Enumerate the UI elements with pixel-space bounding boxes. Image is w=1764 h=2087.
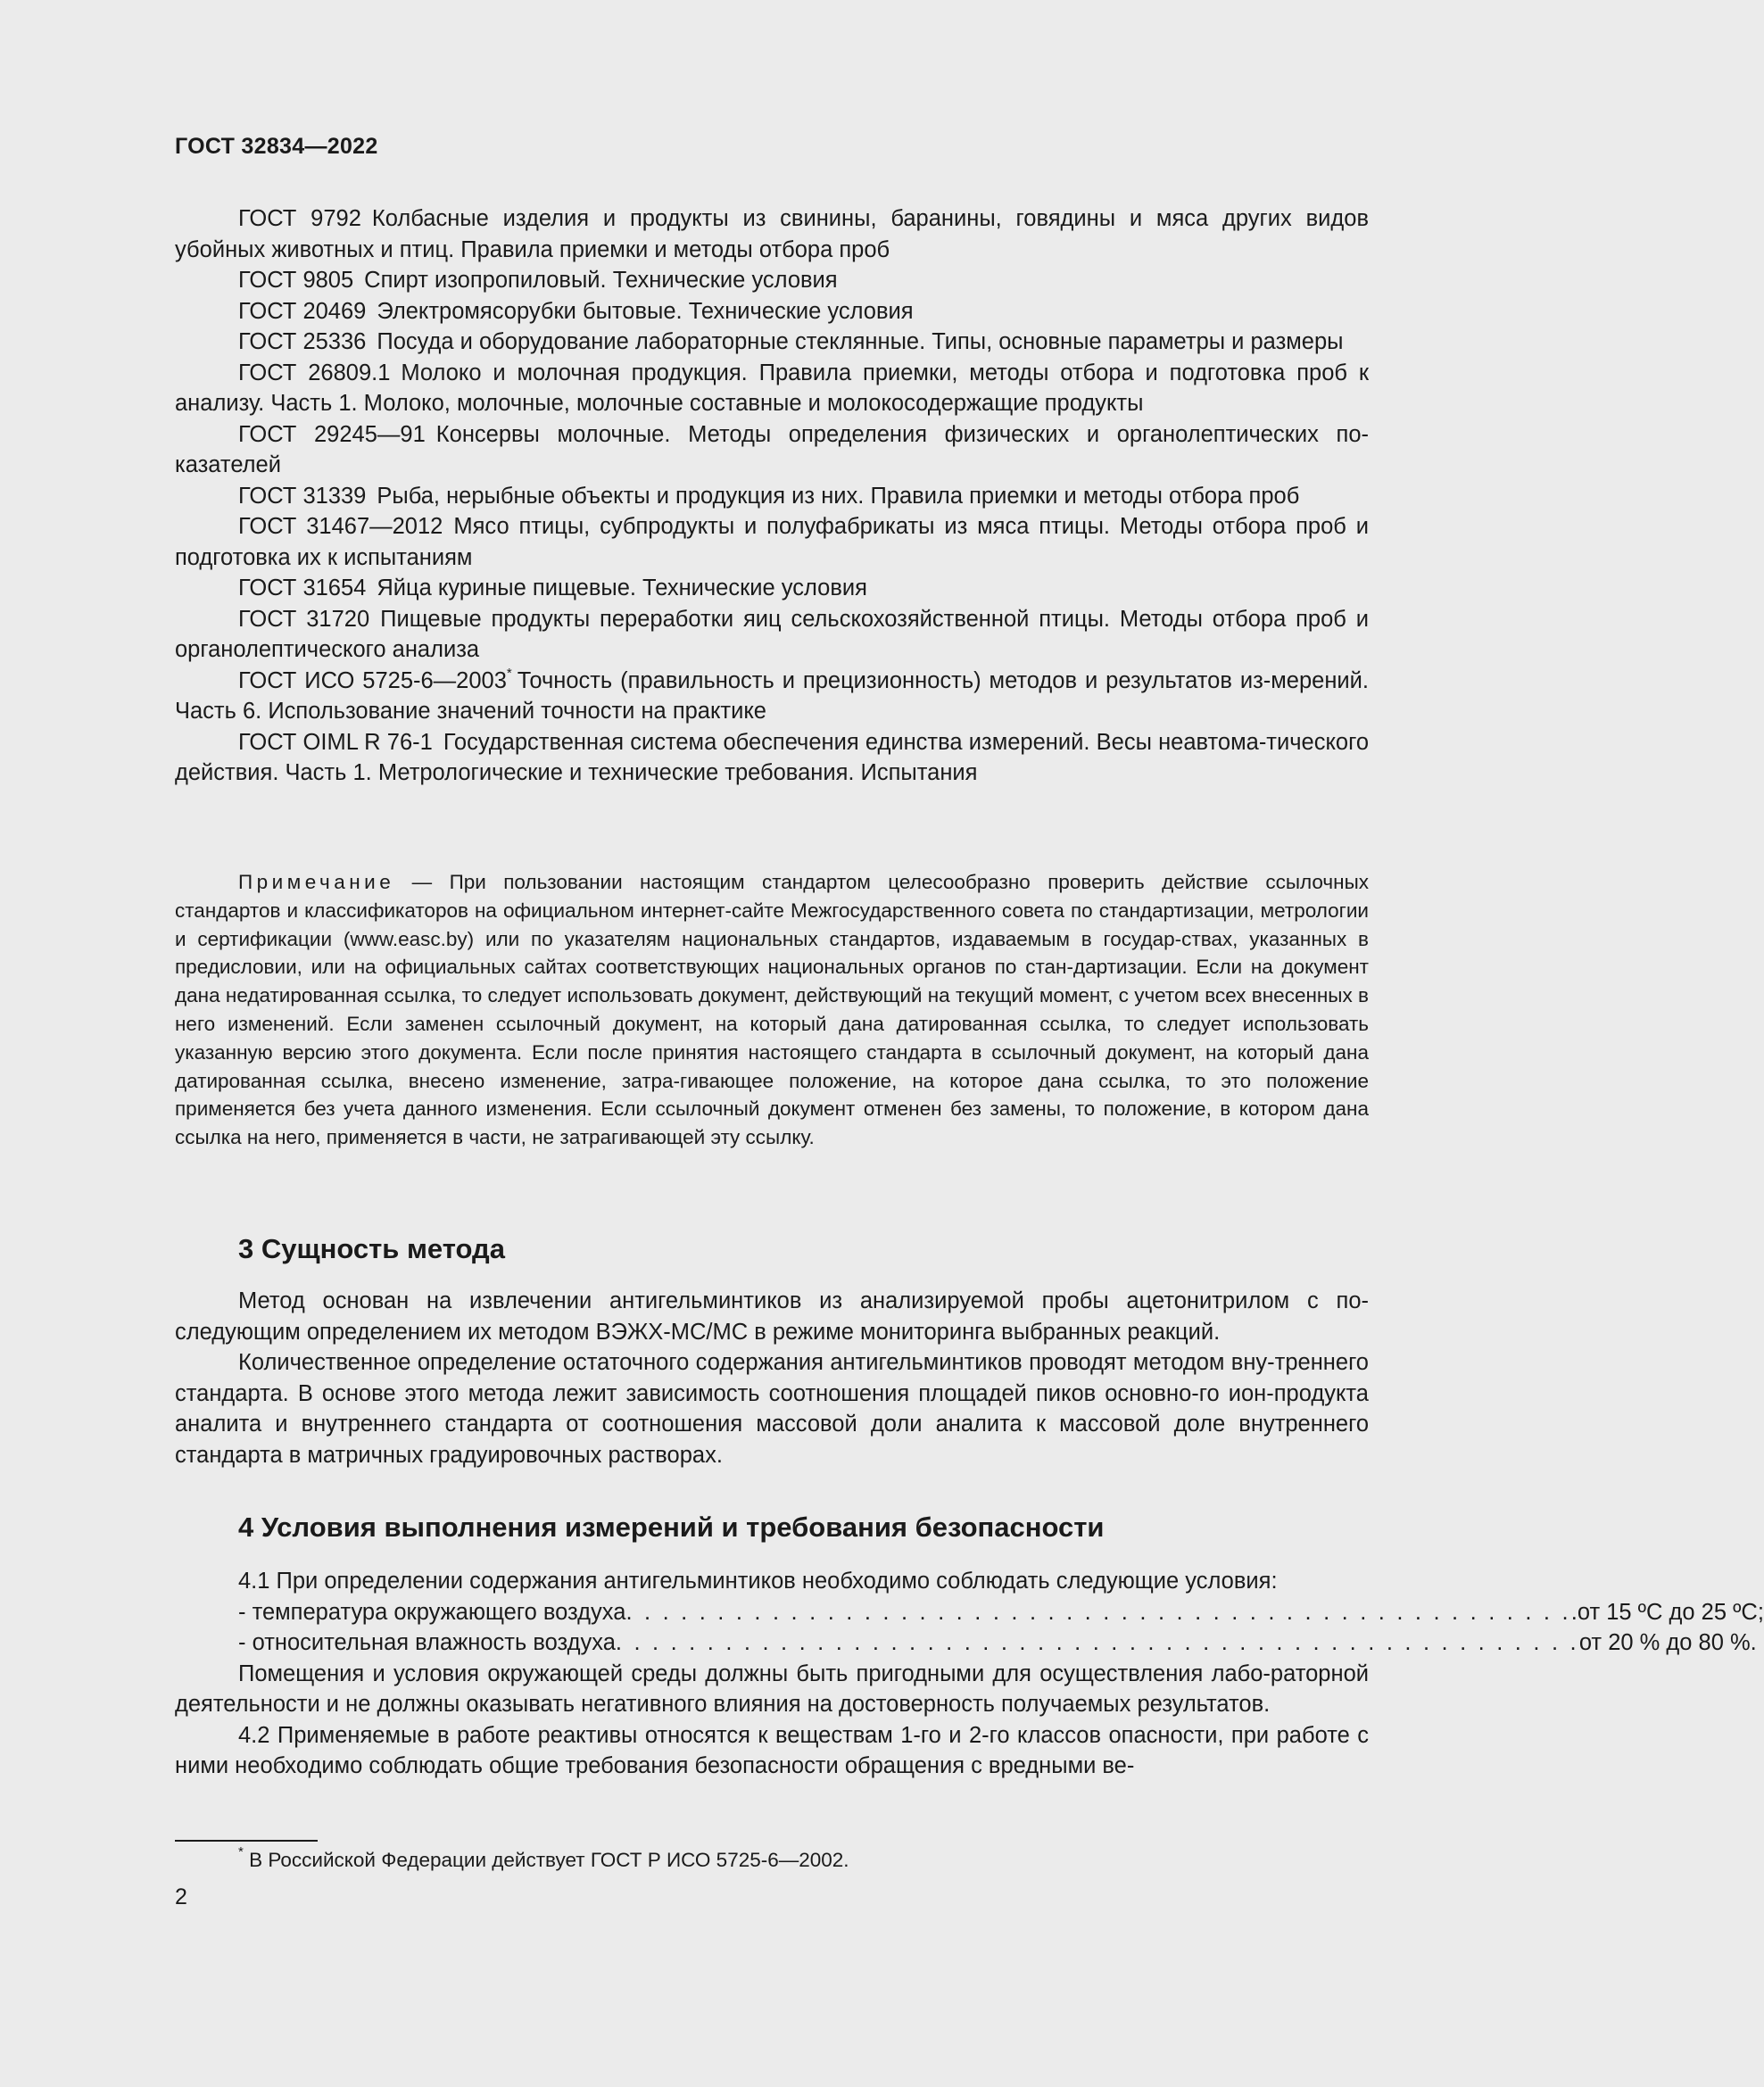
reference-title: Молоко и молочная продукция. Правила приемки, методы отбора и подготовка проб к анализу. Часть 1. Молоко, молочные, молочные составные и молокосодержащие продукты: [175, 360, 1369, 416]
reference-title: Колбасные изделия и продукты из свинины, баранины, говядины и мяса других видов убойных животных и птиц. Правила приемки и методы отбора проб: [175, 206, 1370, 262]
reference-item: [175, 203, 1369, 265]
condition-temperature: [175, 1597, 1764, 1628]
reference-code: ГОСТ 31467—2012: [238, 514, 443, 539]
note-paragraph: [175, 868, 1369, 1152]
footnote: [238, 1844, 849, 1874]
leader-dots: . . . . . . . . . . . . . . . . . . . . . . . . . . . . . . . . . . . . . . . . . . . . . . . . . . . . .: [615, 1630, 1579, 1655]
footnote-text: В Российской Федерации действует ГОСТ Р ИСО 5725-6—2002.: [249, 1849, 849, 1871]
note-label: Примечание: [238, 871, 395, 893]
section-3-body: [175, 1286, 1369, 1470]
reference-title: Спирт изопропиловый. Технические условия: [364, 268, 838, 293]
reference-item: [175, 481, 1369, 512]
reference-title: Государственная система обеспечения единства измерений. Весы неавтома-тического действия. Часть 1. Метрологические и технические требования. Испытания: [175, 729, 1369, 785]
section-4-body: [175, 1566, 1764, 1782]
section-4-title: 4 Условия выполнения измерений и требования безопасности: [238, 1511, 1105, 1543]
reference-title: Рыба, нерыбные объекты и продукция из них. Правила приемки и методы отбора проб: [377, 483, 1300, 509]
condition-label: - температура окружающего воздуха: [238, 1599, 626, 1625]
reference-code: ГОСТ 9792: [238, 206, 361, 231]
footnote-divider: [175, 1840, 318, 1842]
leader-dots: . . . . . . . . . . . . . . . . . . . . . . . . . . . . . . . . . . . . . . . . . . . . . . . . . . . .: [625, 1599, 1571, 1625]
reference-item: [175, 265, 1369, 296]
reference-code: ГОСТ 31720: [238, 606, 370, 632]
reference-title: Электромясорубки бытовые. Технические условия: [377, 298, 914, 324]
reference-code: ГОСТ OIML R 76-1: [238, 729, 433, 755]
reference-item: [175, 358, 1369, 419]
reference-item: [175, 327, 1369, 358]
reference-code: ГОСТ 29245—91: [238, 421, 426, 447]
reference-title: Пищевые продукты переработки яиц сельскохозяйственной птицы. Методы отбора проб и органолептического анализа: [175, 606, 1369, 662]
footnote-marker: *: [506, 665, 512, 681]
section-3-title: 3 Сущность метода: [238, 1233, 505, 1264]
reference-item: [175, 604, 1369, 666]
reference-code: ГОСТ 31339: [238, 483, 367, 509]
page-number: 2: [175, 1884, 187, 1909]
condition-value: от 20 % до 80 %.: [1578, 1630, 1757, 1655]
reference-item: [175, 666, 1369, 727]
reference-title: Точность (правильность и прецизионность) методов и результатов из-мерений. Часть 6. Использование значений точности на практике: [175, 667, 1369, 724]
reference-code: ГОСТ 26809.1: [238, 360, 391, 385]
footnote-marker: *: [238, 1844, 244, 1859]
condition-value: .от 15 ºС до 25 ºС;: [1570, 1599, 1764, 1625]
clause-4-1: 4.1 При определении содержания антигельминтиков необходимо соблюдать следующие условия:: [238, 1569, 1278, 1594]
reference-code: ГОСТ 25336: [238, 329, 367, 354]
clause-4-2: 4.2 Применяемые в работе реактивы относятся к веществам 1-го и 2-го классов опасности, при работе с ними необходимо соблюдать общие требования безопасности обращения с вредными ве-: [175, 1722, 1369, 1778]
document-header: ГОСТ 32834—2022: [175, 134, 378, 159]
reference-code: ГОСТ 31654: [238, 576, 367, 600]
condition-humidity: [175, 1627, 1757, 1659]
reference-item: [175, 419, 1369, 481]
reference-title: Посуда и оборудование лабораторные стеклянные. Типы, основные параметры и размеры: [377, 329, 1344, 354]
reference-item: [175, 573, 1369, 604]
reference-title: Мясо птицы, субпродукты и полуфабрикаты из мяса птицы. Методы отбора проб и подготовка их к испытаниям: [175, 514, 1369, 570]
reference-title: Яйца куриные пищевые. Технические условия: [377, 576, 867, 600]
reference-item: [175, 727, 1369, 789]
normative-references: [175, 203, 1369, 789]
reference-code: ГОСТ ИСО 5725-6—2003: [238, 667, 507, 693]
reference-item: [175, 296, 1369, 327]
section-3-paragraph: Количественное определение остаточного содержания антигельминтиков проводят методом вну-треннего стандарта. В основе этого метода лежит зависимость соотношения площадей пиков основно-го ион-продукта аналита и внутреннего стандарта от соотношения массовой доли аналита к массовой доле внутреннего стандарта в матричных градуировочных растворах.: [175, 1350, 1369, 1468]
section-3-paragraph: Метод основан на извлечении антигельминтиков из анализируемой пробы ацетонитрилом с по-следующим определением их методом ВЭЖХ-МС/МС в режиме мониторинга выбранных реакций.: [175, 1288, 1369, 1345]
rooms-paragraph: Помещения и условия окружающей среды должны быть пригодными для осуществления лабо-раторной деятельности и не должны оказывать негативного влияния на достоверность получаемых результатов.: [175, 1660, 1369, 1717]
note-text: — При пользовании настоящим стандартом целесообразно проверить действие ссылочных стандартов и классификаторов на официальном интернет-сайте Межгосударственного совета по стандартизации, метрологии и сертификации (www.easc.by) или по указателям национальных стандартов, издаваемым в государ-ствах, указанных в предисловии, или на официальных сайтах соответствующих национальных органов по стан-дартизации. Если на документ дана недатированная ссылка, то следует использовать документ, действующий на текущий момент, с учетом всех внесенных в него изменений. Если заменен ссылочный документ, на который дана датированная ссылка, то следует использовать указанную версию этого документа. Если после принятия настоящего стандарта в ссылочный документ, на который дана датированная ссылка, внесено изменение, затра-гивающее положение, на которое дана ссылка, то это положение применяется без учета данного изменения. Если ссылочный документ отменен без замены, то положение, в котором дана ссылка на него, применяется в части, не затрагивающей эту ссылку.: [175, 871, 1369, 1149]
reference-item: [175, 511, 1369, 573]
condition-label: - относительная влажность воздуха: [238, 1630, 616, 1655]
reference-code: ГОСТ 20469: [238, 298, 367, 324]
reference-code: ГОСТ 9805: [238, 268, 354, 293]
reference-title: Консервы молочные. Методы определения физических и органолептических по-казателей: [175, 421, 1370, 477]
